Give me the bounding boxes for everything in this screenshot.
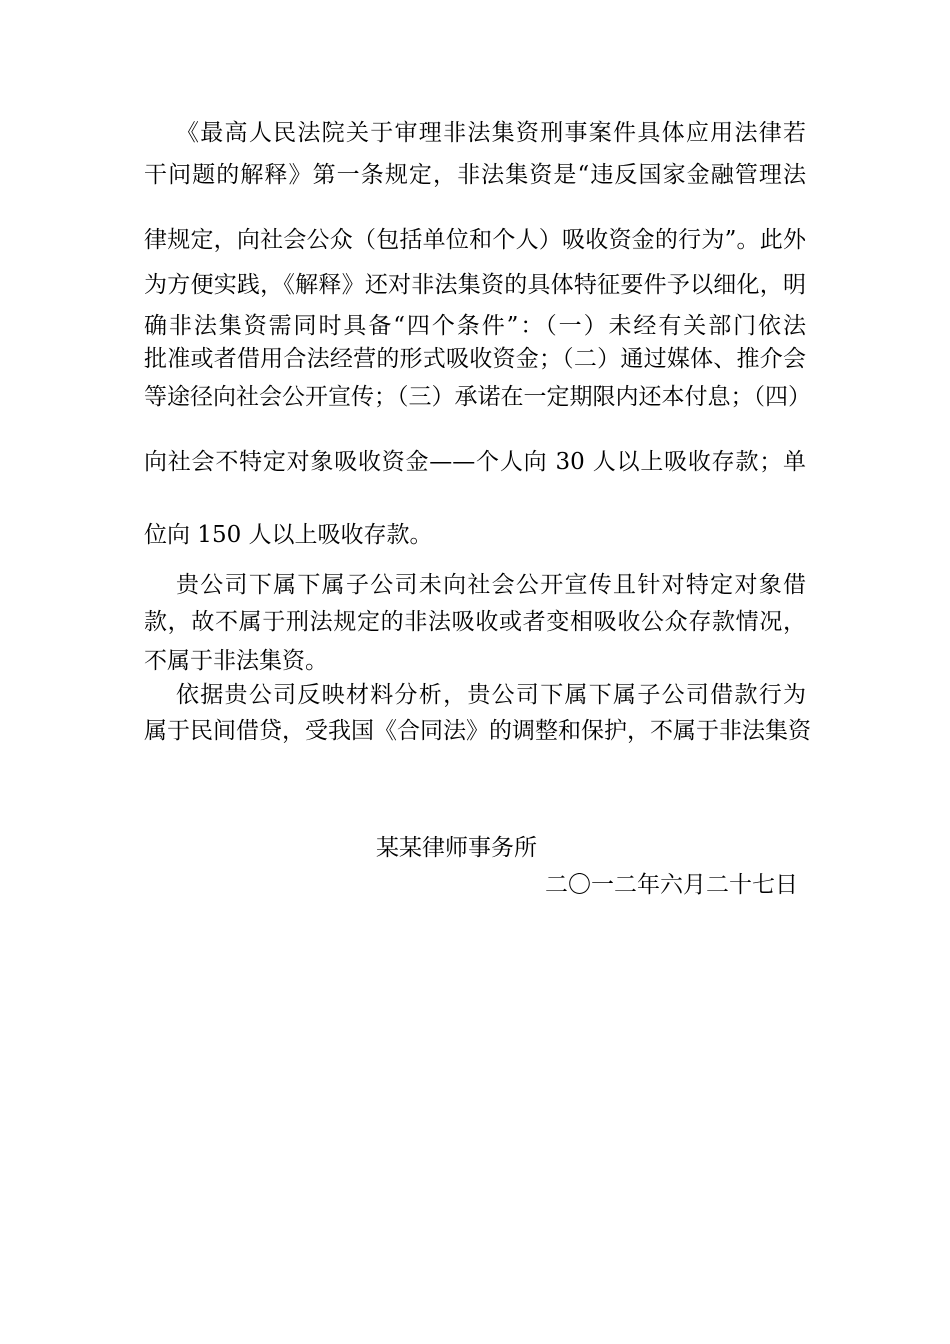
paragraph-1-line-1: 《最高人民法院关于审理非法集资刑事案件具体应用法律若: [176, 120, 806, 146]
paragraph-1-line-8: 向社会不特定对象吸收资金——个人向 30 人以上吸收存款；单: [144, 449, 806, 475]
signature-date: 二〇一二年六月二十七日: [545, 872, 798, 898]
paragraph-1-line-3: 律规定，向社会公众（包括单位和个人）吸收资金的行为”。此外: [144, 227, 806, 253]
paragraph-1-line-6: 批准或者借用合法经营的形式吸收资金；（二）通过媒体、推介会: [144, 346, 806, 372]
paragraph-3-line-2: 属于民间借贷，受我国《合同法》的调整和保护，不属于非法集资: [144, 718, 811, 744]
paragraph-3-line-1: 依据贵公司反映材料分析，贵公司下属下属子公司借款行为: [176, 682, 806, 708]
paragraph-1-line-5: 确非法集资需同时具备“四个条件”：（一）未经有关部门依法: [144, 313, 806, 339]
paragraph-2-line-1: 贵公司下属下属子公司未向社会公开宣传且针对特定对象借: [176, 572, 806, 598]
paragraph-1-line-4: 为方便实践，《解释》还对非法集资的具体特征要件予以细化，明: [144, 272, 806, 298]
paragraph-2-line-3: 不属于非法集资。: [144, 648, 328, 674]
law-firm-name: 某某律师事务所: [376, 835, 537, 861]
paragraph-1-line-7: 等途径向社会公开宣传；（三）承诺在一定期限内还本付息；（四）: [144, 384, 811, 410]
paragraph-2-line-2: 款，故不属于刑法规定的非法吸收或者变相吸收公众存款情况，: [144, 609, 806, 635]
paragraph-1-line-9: 位向 150 人以上吸收存款。: [144, 522, 433, 548]
paragraph-1-line-2: 干问题的解释》第一条规定，非法集资是“违反国家金融管理法: [144, 162, 806, 188]
